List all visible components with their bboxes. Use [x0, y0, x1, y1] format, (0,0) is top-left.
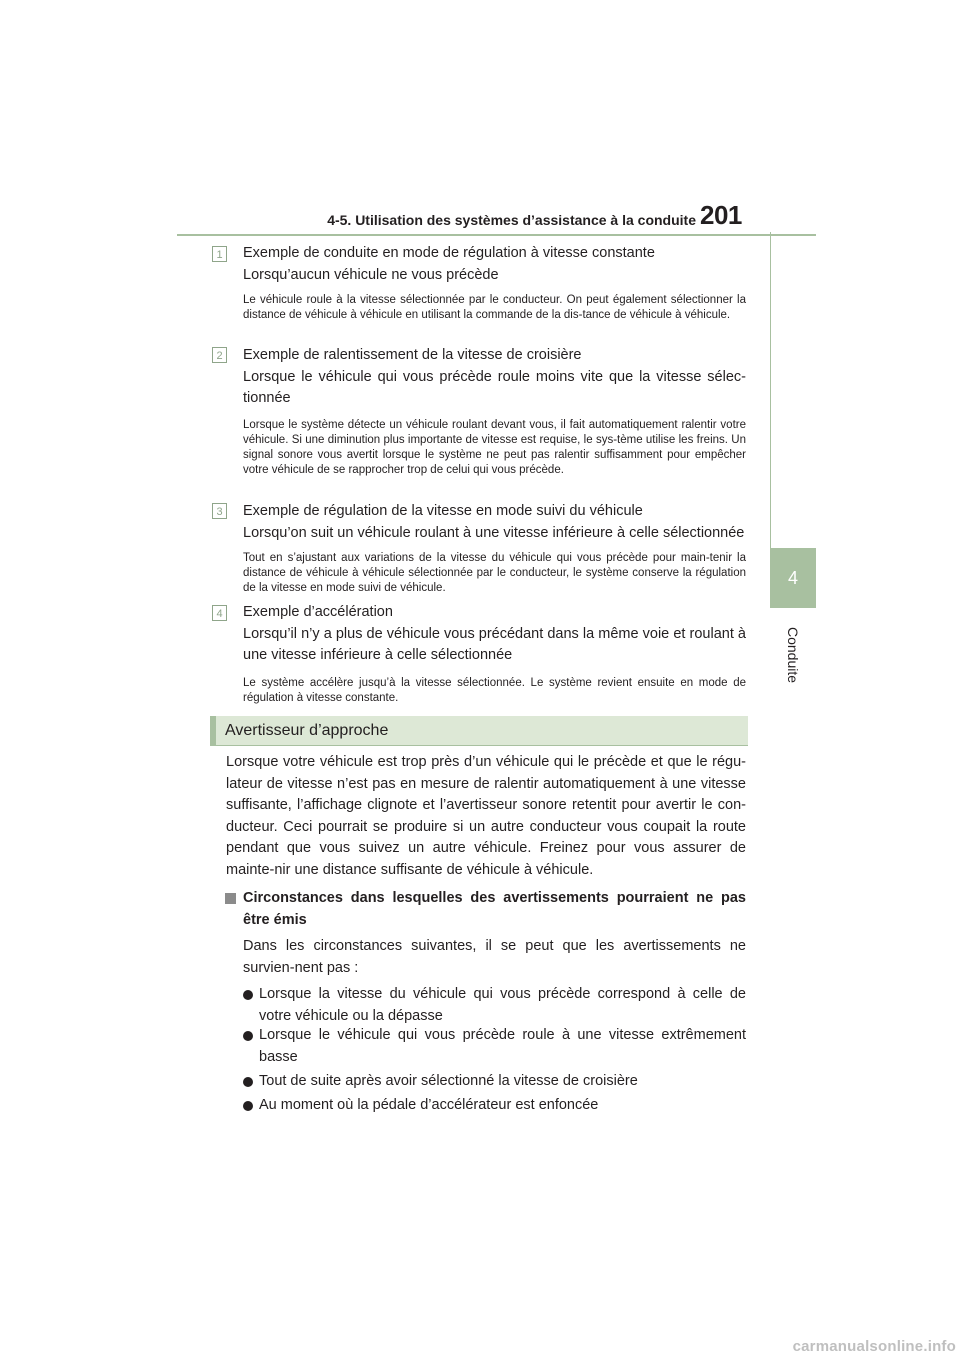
example-note: Tout en s’ajustant aux variations de la vitesse du véhicule qui vous précède pour main-tenir la distance de véhicule à véhicule sélectionnée par le conducteur, le système conserve la régulation de la vitesse en mode suivi de véhicule. [243, 552, 746, 594]
chapter-label-text: Conduite [785, 626, 801, 684]
example-number-badge: 1 [212, 246, 227, 262]
example-title: Exemple d’accélération [243, 604, 393, 620]
example-subtitle: Lorsqu’il n’y a plus de véhicule vous précédant dans la même voie et roulant à une vitesse inférieure à celle sélectionnée [243, 626, 746, 663]
chapter-label [770, 626, 816, 684]
example-number-badge: 4 [212, 605, 227, 621]
example-note: Le véhicule roule à la vitesse sélectionnée par le conducteur. On peut également sélectionner la distance de véhicule à véhicule en utilisant la commande de la dis-tance de véhicule à véhicule. [243, 294, 746, 321]
watermark-text: carmanualsonline.info [792, 1338, 956, 1355]
example-title: Exemple de ralentissement de la vitesse de croisière [243, 347, 582, 363]
bullet-icon [243, 1077, 253, 1087]
example-title: Exemple de régulation de la vitesse en mode suivi du véhicule [243, 503, 643, 519]
bullet-icon [243, 1101, 253, 1111]
subheading: Circonstances dans lesquelles des avertissements pourraient ne pas être émis [243, 890, 746, 928]
bullet-icon [243, 1031, 253, 1041]
section-heading: Avertisseur d’approche [225, 722, 389, 739]
subheading-intro: Dans les circonstances suivantes, il se peut que les avertissements ne survien-nent pas : [243, 938, 746, 976]
list-item: Tout de suite après avoir sélectionné la vitesse de croisière [259, 1073, 638, 1089]
example-note: Lorsque le système détecte un véhicule roulant devant vous, il fait automatiquement ralentir votre véhicule. Si une diminution plus importante de vitesse est requise, le sys-tème utilise les freins. Un signal sonore vous avertit lorsque le système ne peut pas ralentir suffisamment pour empêcher votre véhicule de se rapprocher trop de celui qui vous précède. [243, 419, 746, 476]
header-section-title: 4-5. Utilisation des systèmes d’assistance à la conduite [327, 212, 696, 228]
example-subtitle: Lorsque le véhicule qui vous précède roule moins vite que la vitesse sélec-tionnée [243, 369, 746, 406]
list-item: Au moment où la pédale d’accélérateur est enfoncée [259, 1097, 599, 1113]
example-subtitle: Lorsqu’aucun véhicule ne vous précède [243, 267, 499, 283]
chapter-tab: 4 [770, 548, 816, 608]
list-item: Lorsque la vitesse du véhicule qui vous précède correspond à celle de votre véhicule ou la dépasse [259, 986, 746, 1024]
subheading-square-icon [225, 893, 236, 904]
list-item: Lorsque le véhicule qui vous précède roule à une vitesse extrêmement basse [259, 1027, 746, 1065]
example-number-badge: 2 [212, 347, 227, 363]
side-tab-divider [770, 232, 771, 548]
section-body: Lorsque votre véhicule est trop près d’un véhicule qui le précède et que le régu-lateur de vitesse n’est pas en mesure de ralentir automatiquement à une vitesse suffisante, l’affichage clignote et l’avertisseur sonore retentit pour avertir le con-ducteur. Ceci pourrait se produire si un autre conducteur vous coupait la route pendant que vous suivez un autre véhicule. Freinez pour vous assurer de mainte-nir une distance suffisante de véhicule à véhicule. [226, 754, 746, 878]
example-title: Exemple de conduite en mode de régulation à vitesse constante [243, 245, 655, 261]
bullet-icon [243, 990, 253, 1000]
header-divider [177, 234, 816, 236]
example-note: Le système accélère jusqu’à la vitesse sélectionnée. Le système revient ensuite en mode de régulation à vitesse constante. [243, 677, 746, 704]
example-number-badge: 3 [212, 503, 227, 519]
watermark [730, 1336, 960, 1356]
page-number: 201 [700, 200, 742, 230]
section-heading-accent [210, 716, 216, 746]
example-subtitle: Lorsqu’on suit un véhicule roulant à une vitesse inférieure à celle sélectionnée [243, 525, 745, 541]
